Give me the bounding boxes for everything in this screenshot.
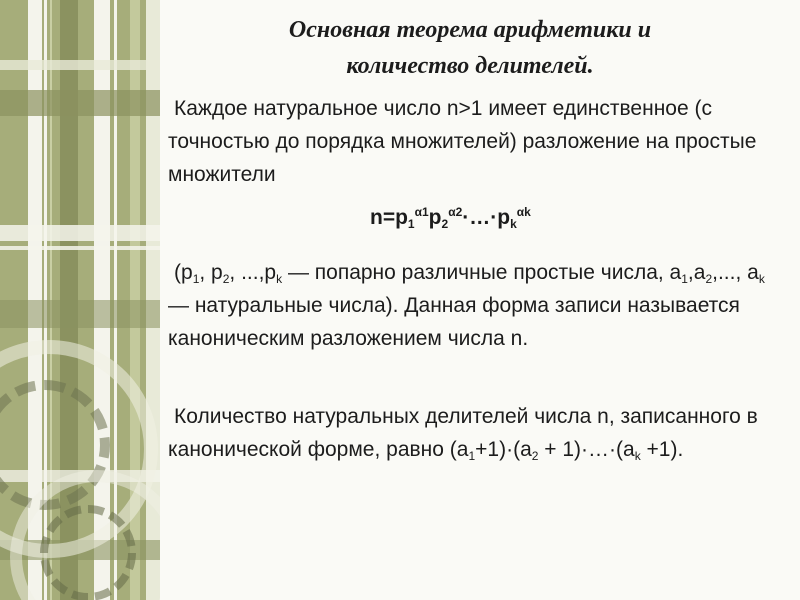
decorative-panel: [0, 0, 160, 600]
deco-band: [0, 246, 160, 250]
theorem-statement: Каждое натуральное число n>1 имеет единственное (с точностью до порядка множителей) разложение на простые множители: [168, 97, 757, 186]
deco-circle: [40, 505, 136, 600]
deco-band: [0, 225, 160, 241]
title-line-2: количество делителей.: [346, 53, 594, 79]
title-line-1: Основная теорема арифметики и: [288, 17, 652, 43]
deco-band: [0, 60, 160, 70]
deco-band: [0, 300, 160, 328]
slide-title: [200, 12, 740, 84]
deco-band: [0, 90, 160, 116]
canonical-formula: $n=p_1^{\alpha 1}p_2^{\alpha 2}\cdot\dots\cdot p_k^{\alpha k}$: [370, 205, 531, 231]
formula-explanation: ($p_1$, $p_2$, $...,p_k$ — попарно различные простые числа, $a_1,a_2$,..., $a_k$ — натуральные числа). Данная форма записи называется каноническим разложением числа n.: [168, 261, 765, 350]
divisor-count-statement: Количество натуральных делителей числа n, записанного в канонической форме, равно $(a_1+1)\cdot(a_2$ + $1)\cdot\dots\cdot(a_k +1)$.: [168, 405, 758, 463]
